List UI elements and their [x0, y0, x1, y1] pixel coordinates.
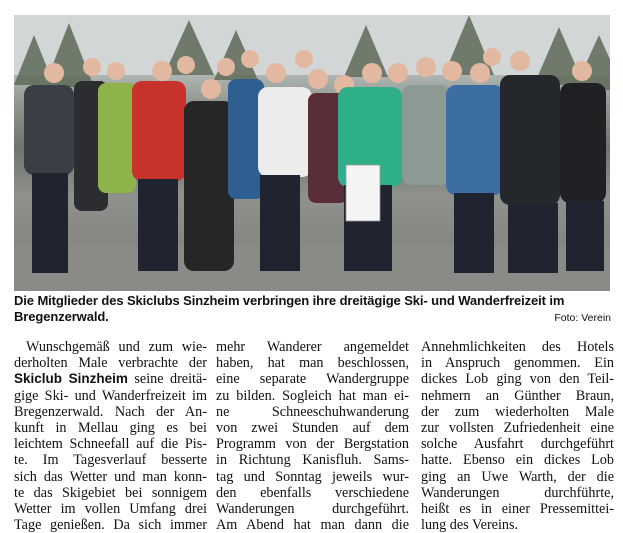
text-line: solche Ausfahrt durchgeführt [421, 436, 614, 453]
text-line: derholten Male verbrachte der [14, 355, 207, 372]
text-line: haben, hat man beschlossen, [216, 355, 409, 372]
photo-caption: Die Mitglieder des Skiclubs Sinzheim verbringen ihre dreitägige Ski- und Wanderfreizeit im Bregenzerwald. [14, 293, 565, 324]
text-line: nehmern an Günther Braun, [421, 387, 614, 404]
text-line: heißt es in einer Pressemittei- [421, 501, 614, 518]
club-name: Skiclub Sinzheim [14, 371, 128, 387]
text-line: dickes Lob ging von den Teil- [421, 371, 614, 388]
group-photo-illustration [14, 15, 610, 291]
text-line: Annehmlichkeiten des Hotels [421, 339, 614, 355]
text-line: zur vollsten Zufriedenheit eine [421, 420, 614, 437]
article-column-3 [421, 339, 614, 533]
text-line: gige Ski- und Wanderfreizeit im [14, 387, 207, 404]
text-line: den ebenfalls verschiedene [216, 484, 409, 501]
text-line-club [14, 371, 207, 387]
text-line: Am Abend hat man dann die [216, 517, 409, 533]
text-line: kunft in Mellau ging es bei [14, 420, 207, 437]
text-line: in Anspruch genommen. Ein [421, 355, 614, 372]
text-line: in Richtung Kanisfluh. Sams- [216, 452, 409, 469]
text-line: ging an Uwe Warth, der die [421, 468, 614, 485]
text-line: tag und Sonntag jeweils wur- [216, 468, 409, 485]
text-line: zu bilden. Sogleich hat man ei- [216, 387, 409, 404]
text-line: te das Skigebiet bei sonnigem [14, 484, 207, 501]
text-line: Wunschgemäß und zum wie- [26, 339, 207, 355]
article-column-2 [216, 339, 409, 533]
text-line: hatte. Ebenso ein dickes Lob [421, 452, 614, 469]
text-line: Wetter im vollen Umfang drei [14, 501, 207, 518]
text-line: Wanderungen durchgeführt. [216, 501, 409, 518]
text-line: Bregenzerwald. Nach der An- [14, 403, 207, 420]
text-line: mehr Wanderer angemeldet [216, 339, 409, 355]
group-photo [14, 15, 610, 291]
text-line: lung des Vereins. [421, 517, 519, 533]
text-line: der zum wiederholten Male [421, 403, 614, 420]
club-rest: seine dreitä- [127, 371, 208, 388]
text-line: ne Schneeschuhwanderung [216, 403, 409, 420]
text-line: Tage genießen. Da sich immer [14, 517, 207, 533]
text-line: sich das Wetter und man konn- [14, 468, 207, 485]
text-line: leichtem Schneefall auf die Pis- [14, 436, 207, 453]
text-line: te. Im Tagesverlauf besserte [14, 452, 207, 469]
photo-credit: Foto: Verein [554, 312, 611, 324]
article-column-1 [14, 339, 207, 533]
text-line: Programm von der Bergstation [216, 436, 409, 453]
text-line: Wanderungen durchführte, [421, 484, 614, 501]
text-line: eine separate Wandergruppe [216, 371, 409, 388]
text-line: von zwei Stunden auf dem [216, 420, 409, 437]
